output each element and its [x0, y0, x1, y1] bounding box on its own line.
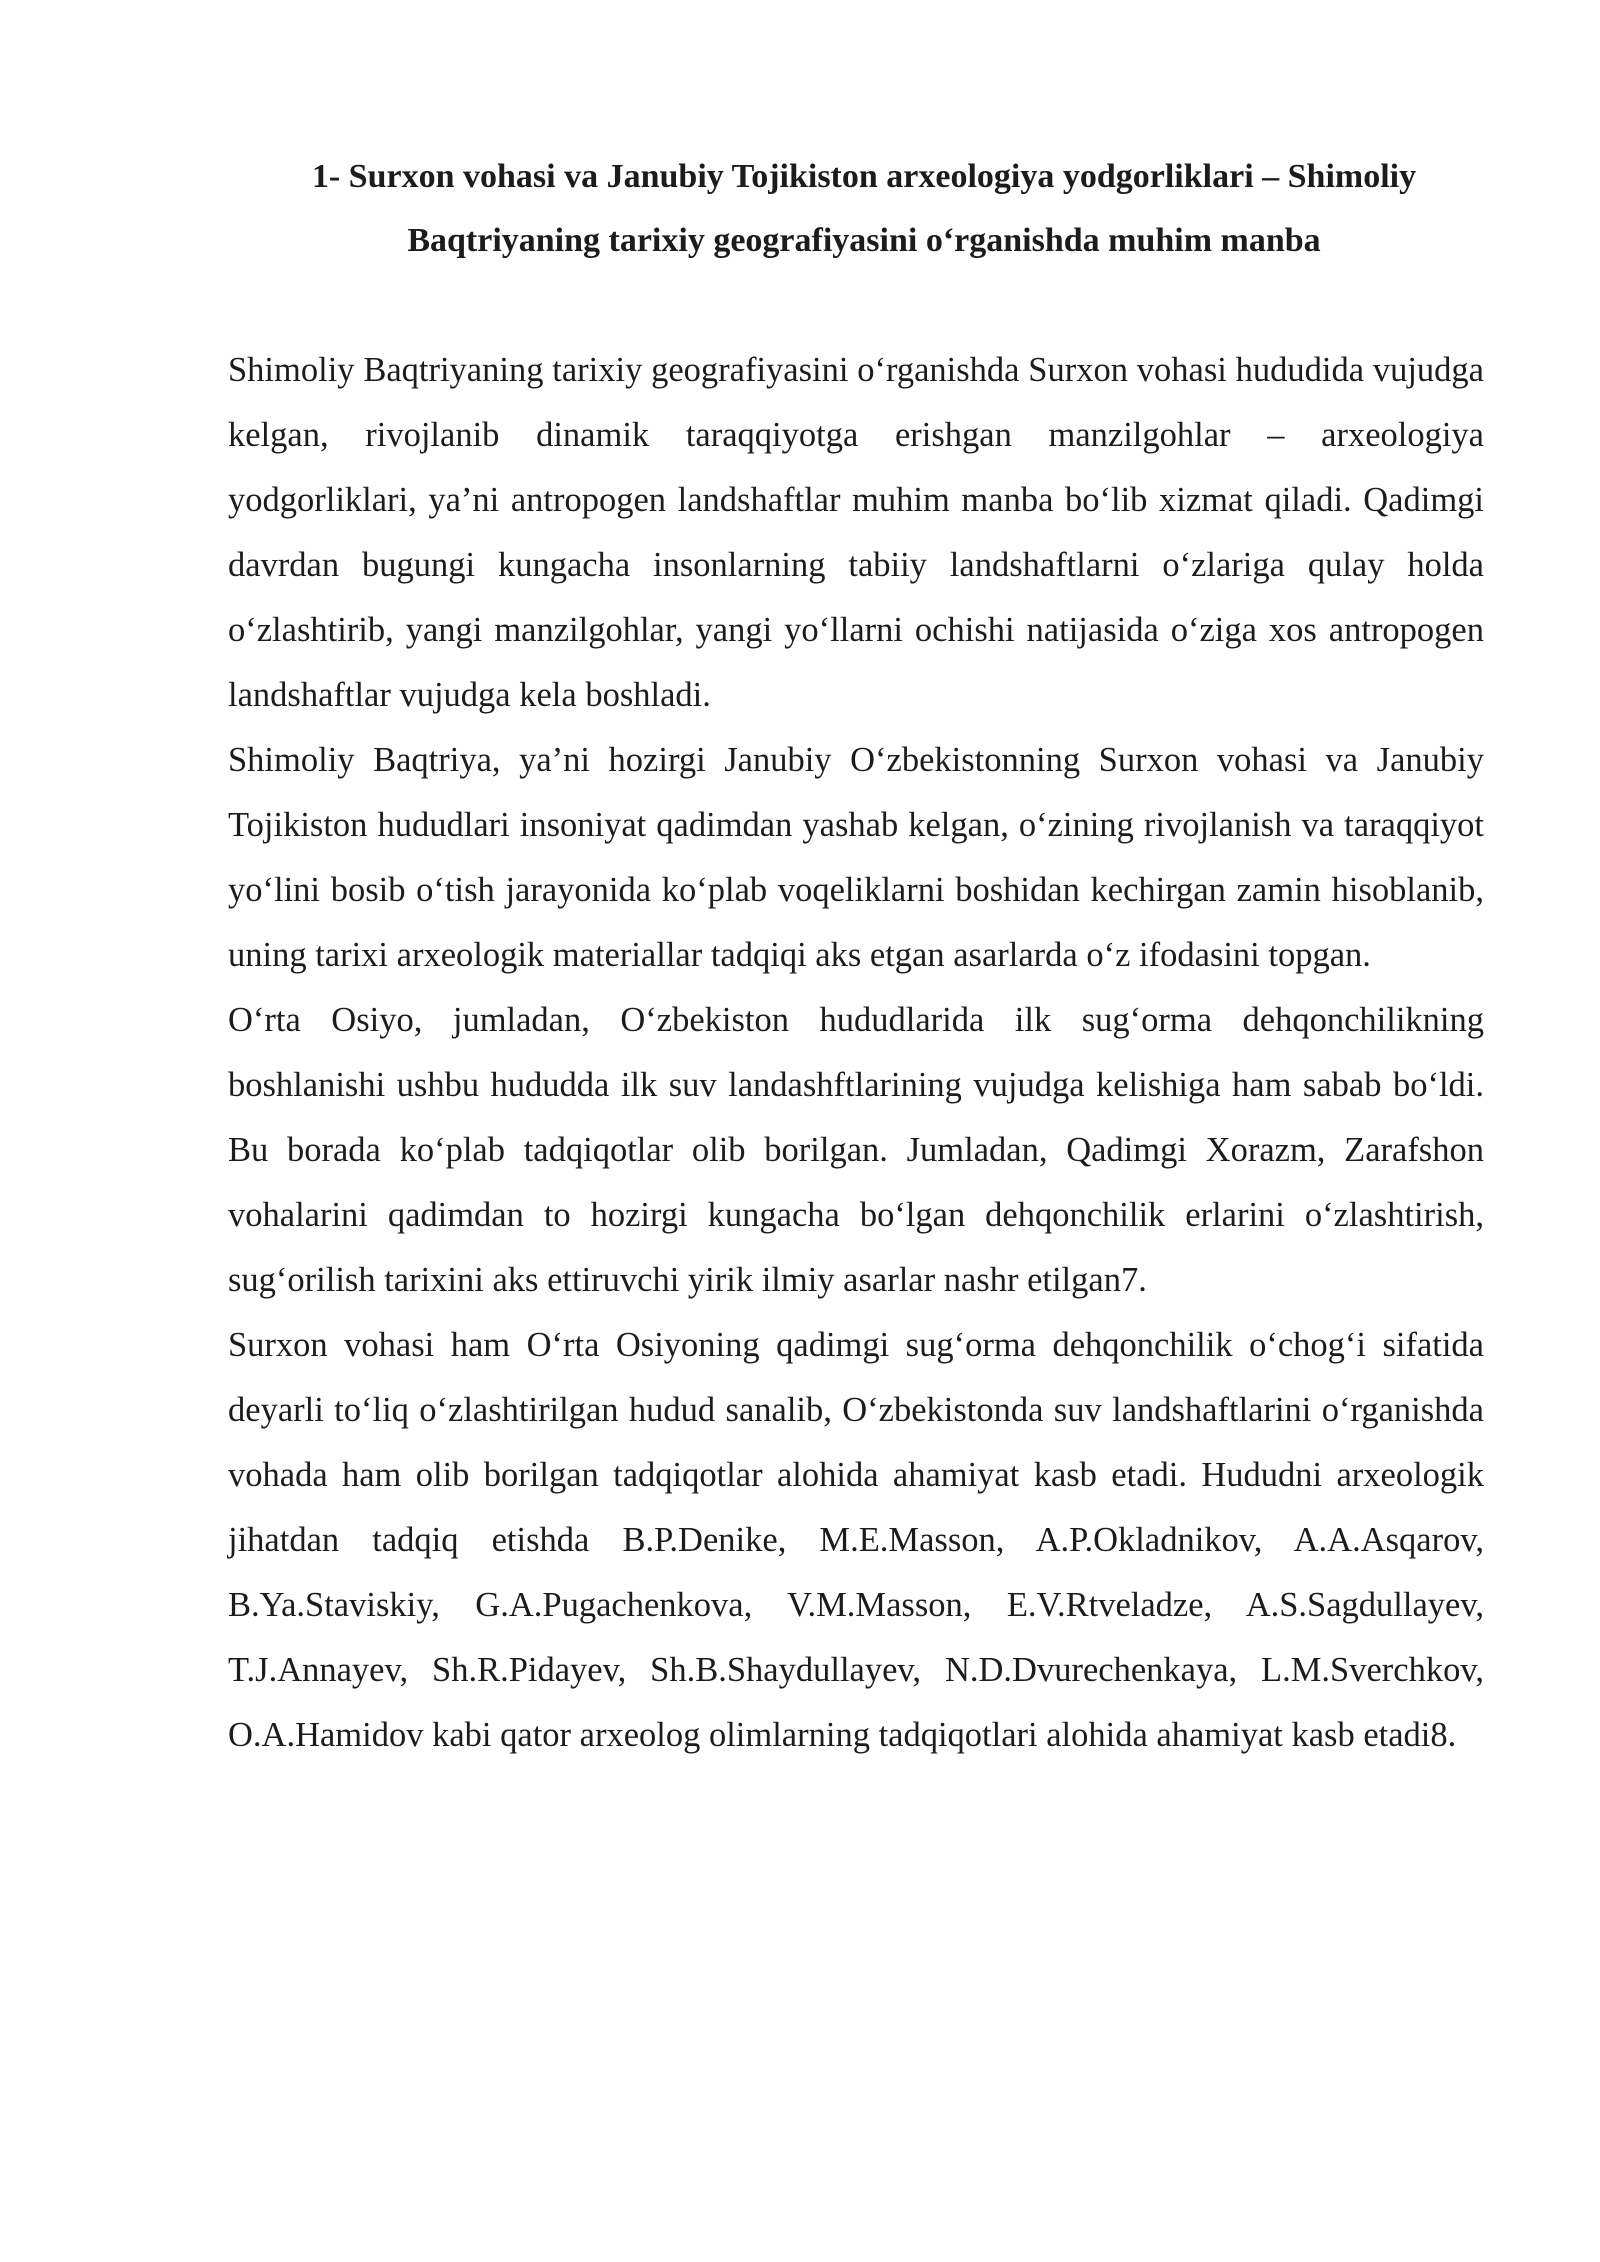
paragraph-2: Shimoliy Baqtriya, ya’ni hozirgi Janubiy O‘zbekistonning Surxon vohasi va Janubiy Tojikiston hududlari insoniyat qadimdan yashab kelgan, o‘zining rivojlanish va taraqqiyot yo‘lini bosib o‘tish jarayonida ko‘plab voqeliklarni boshidan kechirgan zamin hisoblanib, uning tarixi arxeologik materiallar tadqiqi aks etgan asarlarda o‘z ifodasini topgan. [228, 741, 1484, 974]
document-title-line-1: 1- Surxon vohasi va Janubiy Tojikiston arxeologiya yodgorliklari – Shimoliy [311, 158, 1417, 195]
paragraph-3: O‘rta Osiyo, jumladan, O‘zbekiston hududlarida ilk sug‘orma dehqonchilikning boshlanishi ushbu hududda ilk suv landashftlarining vujudga kelishiga ham sabab bo‘ldi. Bu borada ko‘plab tadqiqotlar olib borilgan. Jumladan, Qadimgi Xorazm, Zarafshon vohalarini qadimdan to hozirgi kungacha bo‘lgan dehqonchilik erlarini o‘zlashtirish, sug‘orilish tarixini aks ettiruvchi yirik ilmiy asarlar nashr etilgan7. [228, 1001, 1484, 1299]
paragraph-4: Surxon vohasi ham O‘rta Osiyoning qadimgi sug‘orma dehqonchilik o‘chog‘i sifatida deyarli to‘liq o‘zlashtirilgan hudud sanalib, O‘zbekistonda suv landshaftlarini o‘rganishda vohada ham olib borilgan tadqiqotlar alohida ahamiyat kasb etadi. Hududni arxeologik jihatdan tadqiq etishda B.P.Denike, M.E.Masson, A.P.Okladnikov, A.A.Asqarov, B.Ya.Staviskiy, G.A.Pugachenkova, V.M.Masson, E.V.Rtveladze, A.S.Sagdullayev, T.J.Annayev, Sh.R.Pidayev, Sh.B.Shaydullayev, N.D.Dvurechenkaya, L.M.Sverchkov, O.A.Hamidov kabi qator arxeolog olimlarning tadqiqotlari alohida ahamiyat kasb etadi8. [228, 1326, 1484, 1754]
paragraph-1: Shimoliy Baqtriyaning tarixiy geografiyasini o‘rganishda Surxon vohasi hududida vujudga kelgan, rivojlanib dinamik taraqqiyotga erishgan manzilgohlar – arxeologiya yodgorliklari, ya’ni antropogen landshaftlar muhim manba bo‘lib xizmat qiladi. Qadimgi davrdan bugungi kungacha insonlarning tabiiy landshaftlarni o‘zlariga qulay holda o‘zlashtirib, yangi manzilgohlar, yangi yo‘llarni ochishi natijasida o‘ziga xos antropogen landshaftlar vujudga kela boshladi. [228, 351, 1484, 714]
document-body [228, 338, 1484, 1768]
document-title [228, 145, 1500, 273]
document-title-line-2: Baqtriyaning tarixiy geografiyasini o‘rganishda muhim manba [407, 222, 1321, 259]
